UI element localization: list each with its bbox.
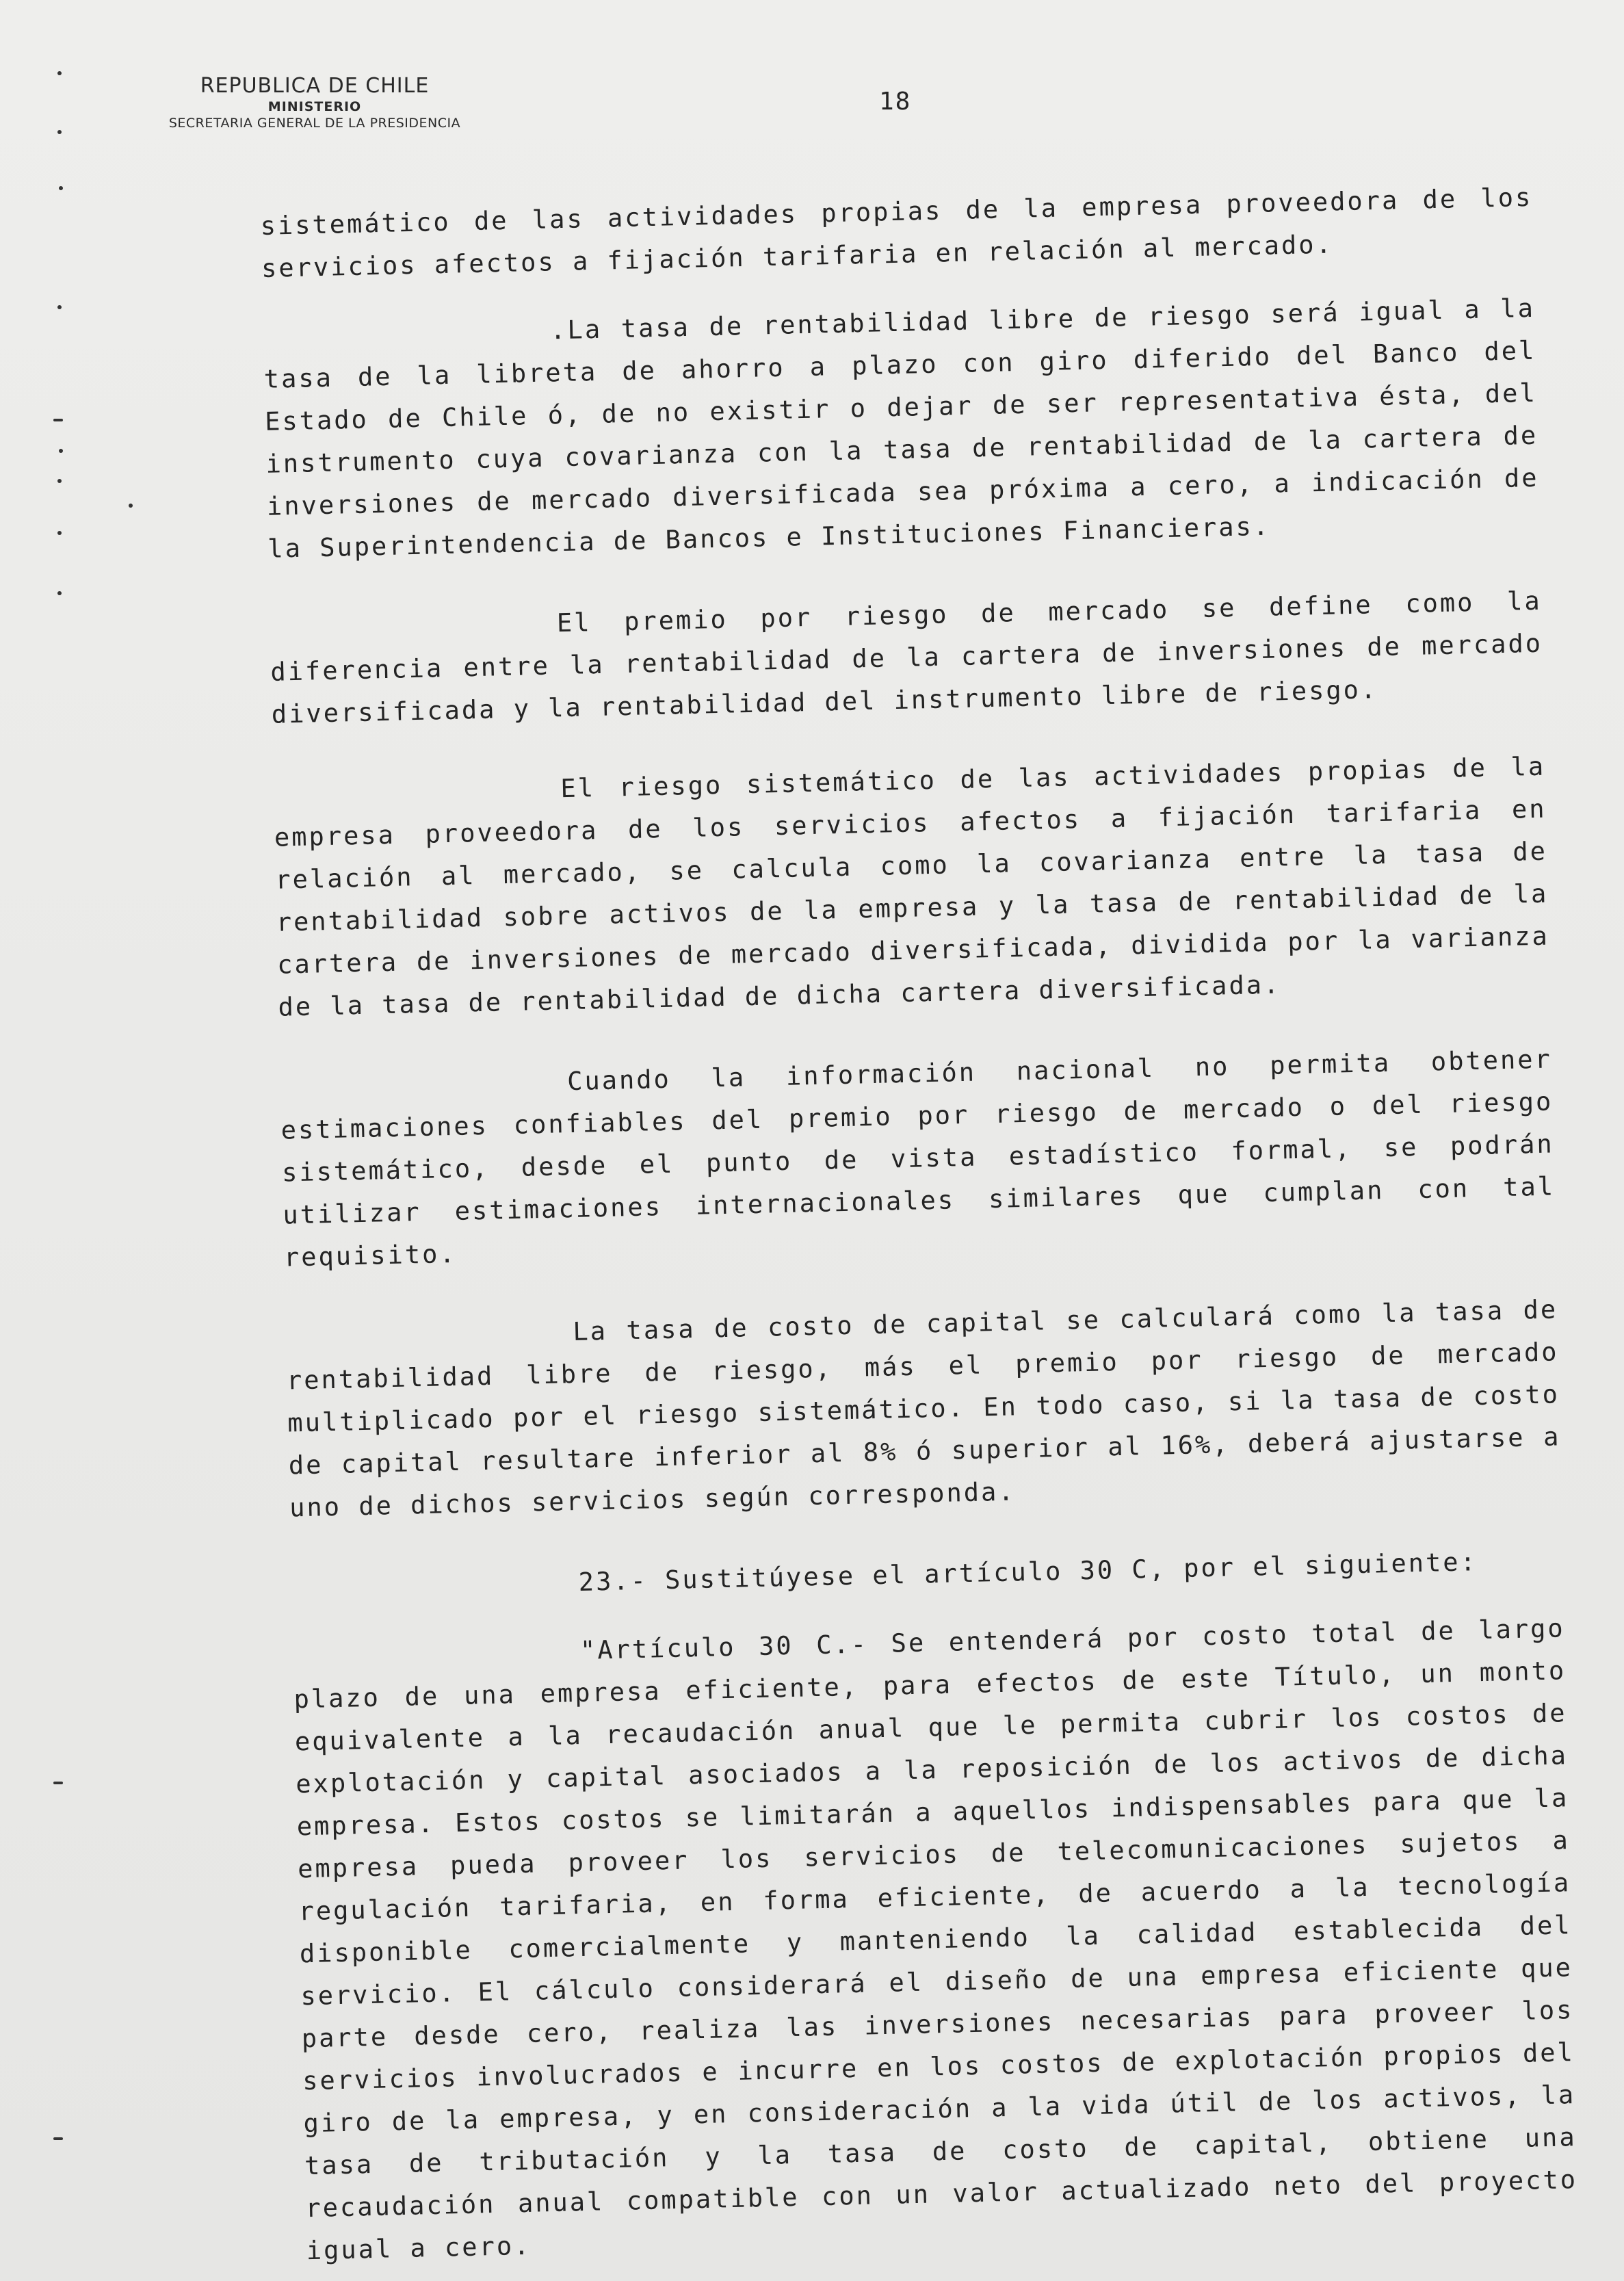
paragraph: El riesgo sistemático de las actividades propias de la empresa proveedora de los servicios afectos a fijación tarifaria en relación al mercado, se calcula como la covarianza entre la tasa de rentabilidad sobre activos de la empresa y la tasa de rentabilidad de la cartera de inversiones de mercado diversificada, dividida por la varianza de la tasa de rentabilidad de dicha cartera diversificada.	[274, 751, 1550, 1022]
margin-dot	[59, 186, 63, 190]
margin-dash	[53, 1782, 63, 1784]
document-body	[260, 177, 1579, 2272]
page-number: 18	[879, 88, 912, 116]
margin-dot	[57, 531, 62, 535]
article-heading: 23.- Sustitúyese el artículo 30 C, por el siguiente:	[578, 1547, 1478, 1597]
margin-dash	[53, 419, 63, 421]
letterhead-country: REPUBLICA DE CHILE	[200, 74, 430, 98]
margin-dot	[57, 71, 62, 75]
paragraph: El premio por riesgo de mercado se define como la diferencia entre la rentabilidad de la cartera de inversiones de mercado diversificada y la rentabilidad del instrumento libre de riesgo.	[270, 586, 1543, 729]
paragraph: "Artículo 30 C.- Se entenderá por costo total de largo plazo de una empresa eficiente, para efectos de este Título, un monto equivalente a la recaudación anual que le permita cubrir los costos de explotación y capital asociados a la reposición de los activos de dicha empresa. Estos costos se limitarán a aquellos indispensables para que la empresa pueda proveer los servicios de telecomunicaciones sujetos a regulación tarifaria, en forma eficiente, de acuerdo a la tecnología disponible comercialmente y manteniendo la calidad establecida del servicio. El cálculo considerará el diseño de una empresa eficiente que parte desde cero, realiza las inversiones necesarias para proveer los servicios involucrados e incurre en los costos de explotación propios del giro de la empresa, y en consideración a la vida útil de los activos, la tasa de tributación y la tasa de costo de capital, obtiene una recaudación anual compatible con un valor actualizado neto del proyecto igual a cero.	[293, 1613, 1578, 2266]
paragraph: sistemático de las actividades propias de la empresa proveedora de los servicios afectos a fijación tarifaria en relación al mercado.	[260, 182, 1533, 283]
margin-dot	[57, 305, 62, 309]
paragraph: Cuando la información nacional no permita obtener estimaciones confiables del premio por riesgo de mercado o del riesgo sistemático, desde el punto de vista estadístico formal, se podrán utilizar estimaciones internacionales similares que cumplan con tal requisito.	[280, 1044, 1556, 1273]
margin-dot	[57, 591, 62, 595]
letterhead	[137, 74, 493, 131]
margin-dot	[57, 479, 62, 483]
paragraph: .La tasa de rentabilidad libre de riesgo será igual a la tasa de la libreta de ahorro a plazo con giro diferido del Banco del Estado de Chile ó, de no existir o dejar de ser representativa ésta, del instrumento cuya covarianza con la tasa de rentabilidad de la cartera de inversiones de mercado diversificada sea próxima a cero, a indicación de la Superintendencia de Bancos e Instituciones Financieras.	[263, 293, 1540, 564]
margin-dash	[53, 2137, 63, 2140]
letterhead-department: SECRETARIA GENERAL DE LA PRESIDENCIA	[168, 116, 461, 131]
margin-dot	[57, 130, 62, 134]
paragraph: La tasa de costo de capital se calculará como la tasa de rentabilidad libre de riesgo, más el premio por riesgo de mercado multiplicado por el riesgo sistemático. En todo caso, si la tasa de costo de capital resultare inferior al 8% ó superior al 16%, deberá ajustarse a uno de dichos servicios según corresponda.	[286, 1294, 1561, 1523]
margin-dot	[129, 504, 133, 508]
margin-dot	[59, 449, 63, 453]
letterhead-ministry: MINISTERIO	[267, 99, 362, 114]
